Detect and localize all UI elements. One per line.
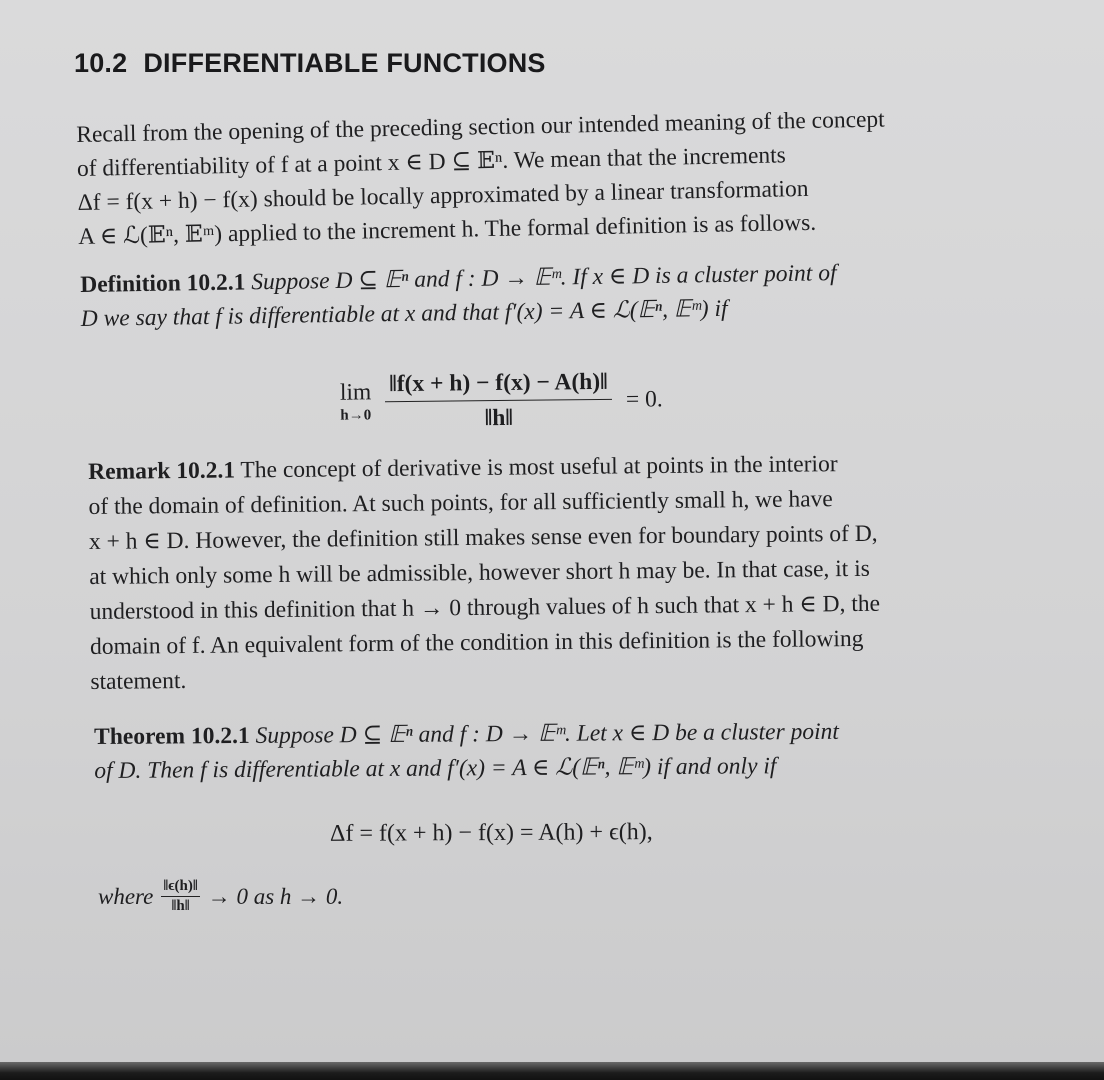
remark-block bbox=[88, 447, 881, 700]
intro-line: A ∈ ℒ(𝔼ⁿ, 𝔼ᵐ) applied to the increment h. The formal definition is as follows. bbox=[78, 209, 817, 250]
limit-operator bbox=[340, 381, 372, 424]
error-ratio-numerator: ‖ϵ(h)‖ bbox=[161, 878, 199, 897]
limit-equation bbox=[340, 368, 663, 433]
intro-line: Δf = f(x + h) − f(x) should be locally approximated by a linear transformation bbox=[77, 175, 809, 216]
where-clause bbox=[98, 878, 343, 915]
lim-text: lim bbox=[339, 379, 372, 406]
intro-line: Recall from the opening of the preceding section our intended meaning of the concept bbox=[76, 106, 885, 148]
remark-text-line: understood in this definition that h → 0 through values of h such that x + h ∈ D, the bbox=[89, 590, 881, 625]
definition-label: Definition 10.2.1 bbox=[80, 269, 246, 298]
error-ratio-fraction bbox=[161, 878, 199, 915]
intro-line: of differentiability of f at a point x ∈ D ⊆ 𝔼ⁿ. We mean that the increments bbox=[76, 142, 787, 182]
remark-text-line: statement. bbox=[90, 667, 187, 695]
definition-text-line: D we say that f is differentiable at x and that f′(x) = A ∈ ℒ(𝔼ⁿ, 𝔼ᵐ) if bbox=[80, 295, 728, 332]
lim-subscript: h→0 bbox=[340, 407, 372, 424]
theorem-block bbox=[94, 715, 839, 788]
where-word: where bbox=[98, 883, 154, 909]
equation-rhs: = 0. bbox=[625, 385, 663, 413]
theorem-text-line: Suppose D ⊆ 𝔼ⁿ and f : D → 𝔼ᵐ. Let x ∈ D be a cluster point bbox=[255, 718, 839, 749]
where-tail: → 0 as h → 0. bbox=[207, 883, 344, 909]
remark-text-line: x + h ∈ D. However, the definition still makes sense even for boundary points of D, bbox=[88, 520, 878, 555]
fraction-denominator: ‖h‖ bbox=[484, 404, 514, 432]
definition-block bbox=[80, 256, 837, 336]
intro-paragraph bbox=[76, 102, 887, 253]
remark-text-line: domain of f. An equivalent form of the condition in this definition is the following bbox=[89, 625, 864, 660]
increment-equation: Δf = f(x + h) − f(x) = A(h) + ϵ(h), bbox=[329, 819, 653, 847]
remark-text-line: at which only some h will be admissible, however short h may be. In that case, it is bbox=[89, 555, 870, 590]
limit-fraction bbox=[385, 369, 612, 433]
error-ratio-denominator: ‖h‖ bbox=[171, 898, 190, 914]
section-heading bbox=[74, 48, 546, 79]
remark-text-line: The concept of derivative is most useful at points in the interior bbox=[240, 451, 838, 484]
fraction-numerator: ‖f(x + h) − f(x) − A(h)‖ bbox=[385, 369, 612, 402]
remark-text-line: of the domain of definition. At such points, for all sufficiently small h, we have bbox=[88, 486, 833, 520]
page-bottom-edge bbox=[0, 1062, 1104, 1080]
section-title: DIFFERENTIABLE FUNCTIONS bbox=[143, 48, 546, 78]
theorem-text-line: of D. Then f is differentiable at x and f′(x) = A ∈ ℒ(𝔼ⁿ, 𝔼ᵐ) if and only if bbox=[94, 753, 777, 784]
theorem-label: Theorem 10.2.1 bbox=[94, 722, 250, 750]
remark-label: Remark 10.2.1 bbox=[88, 457, 236, 485]
section-number: 10.2 bbox=[74, 48, 128, 78]
definition-text-line: Suppose D ⊆ 𝔼ⁿ and f : D → 𝔼ᵐ. If x ∈ D is a cluster point of bbox=[251, 260, 837, 296]
